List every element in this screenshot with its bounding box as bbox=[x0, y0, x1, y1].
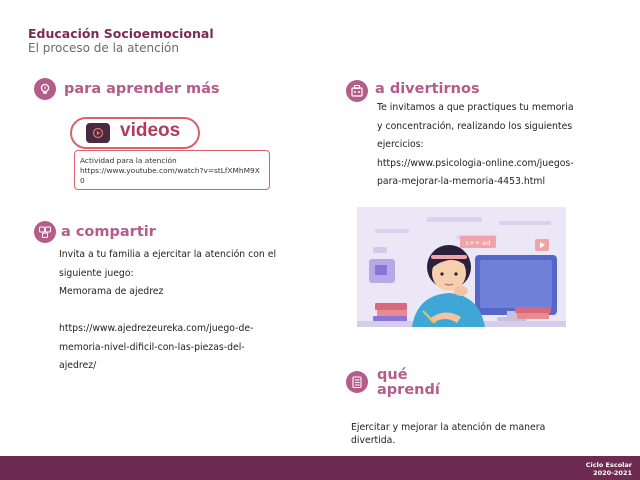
footer-line1: Ciclo Escolar bbox=[585, 461, 632, 469]
text-line: Ejercitar y mejorar la atención de manera bbox=[351, 422, 546, 433]
section-title-divertirnos: a divertirnos bbox=[375, 81, 480, 97]
text-line: Invita a tu familia a ejercitar la atención con el bbox=[59, 249, 277, 260]
divertirnos-link[interactable]: https://www.psicologia-online.com/juegos- bbox=[377, 157, 574, 169]
text-line: ejercicios: bbox=[377, 139, 424, 150]
illustration-label: c++ ed bbox=[465, 239, 491, 247]
compartir-link[interactable]: https://www.ajedrezeureka.com/juego-de- bbox=[59, 323, 254, 334]
checklist-icon bbox=[346, 371, 368, 393]
videos-button[interactable] bbox=[70, 117, 200, 149]
videos-label: videos bbox=[120, 120, 181, 141]
section-title-compartir: a compartir bbox=[61, 224, 156, 240]
lightbulb-icon bbox=[34, 78, 56, 100]
share-icon bbox=[34, 221, 56, 243]
section-title-aprendi bbox=[377, 368, 440, 398]
game-icon bbox=[346, 80, 368, 102]
text-line: siguiente juego: bbox=[59, 267, 134, 279]
compartir-text bbox=[59, 246, 309, 376]
footer-bar bbox=[0, 456, 640, 480]
footer-line2: 2020-2021 bbox=[593, 469, 632, 477]
divertirnos-link[interactable]: para-mejorar-la-memoria-4453.html bbox=[377, 176, 546, 187]
video-card-url[interactable]: https://www.youtube.com/watch?v=stLfXMhM9X0 bbox=[80, 166, 260, 185]
text-line: divertida. bbox=[351, 434, 396, 446]
video-link-card[interactable] bbox=[74, 150, 270, 190]
aprendi-text bbox=[351, 422, 611, 447]
header-title: Educación Socioemocional bbox=[28, 26, 214, 41]
text-line: Te invitamos a que practiques tu memoria bbox=[377, 102, 574, 113]
section-title-aprender: para aprender más bbox=[64, 81, 220, 97]
text-line: Memorama de ajedrez bbox=[59, 286, 164, 297]
header-subtitle: El proceso de la atención bbox=[28, 41, 179, 55]
section-title-aprendi-line1: qué bbox=[377, 367, 408, 383]
video-card-title: Actividad para la atención bbox=[80, 156, 177, 165]
illustration-girl-computer bbox=[357, 207, 566, 327]
play-icon bbox=[86, 123, 110, 143]
compartir-link[interactable]: memoria-nivel-dificil-con-las-piezas-del- bbox=[59, 341, 245, 353]
divertirnos-text bbox=[377, 99, 617, 192]
text-spacer bbox=[59, 302, 309, 321]
compartir-link[interactable]: ajedrez/ bbox=[59, 360, 97, 371]
text-line: y concentración, realizando los siguientes bbox=[377, 120, 573, 132]
section-title-aprendi-line2: aprendí bbox=[377, 382, 440, 398]
